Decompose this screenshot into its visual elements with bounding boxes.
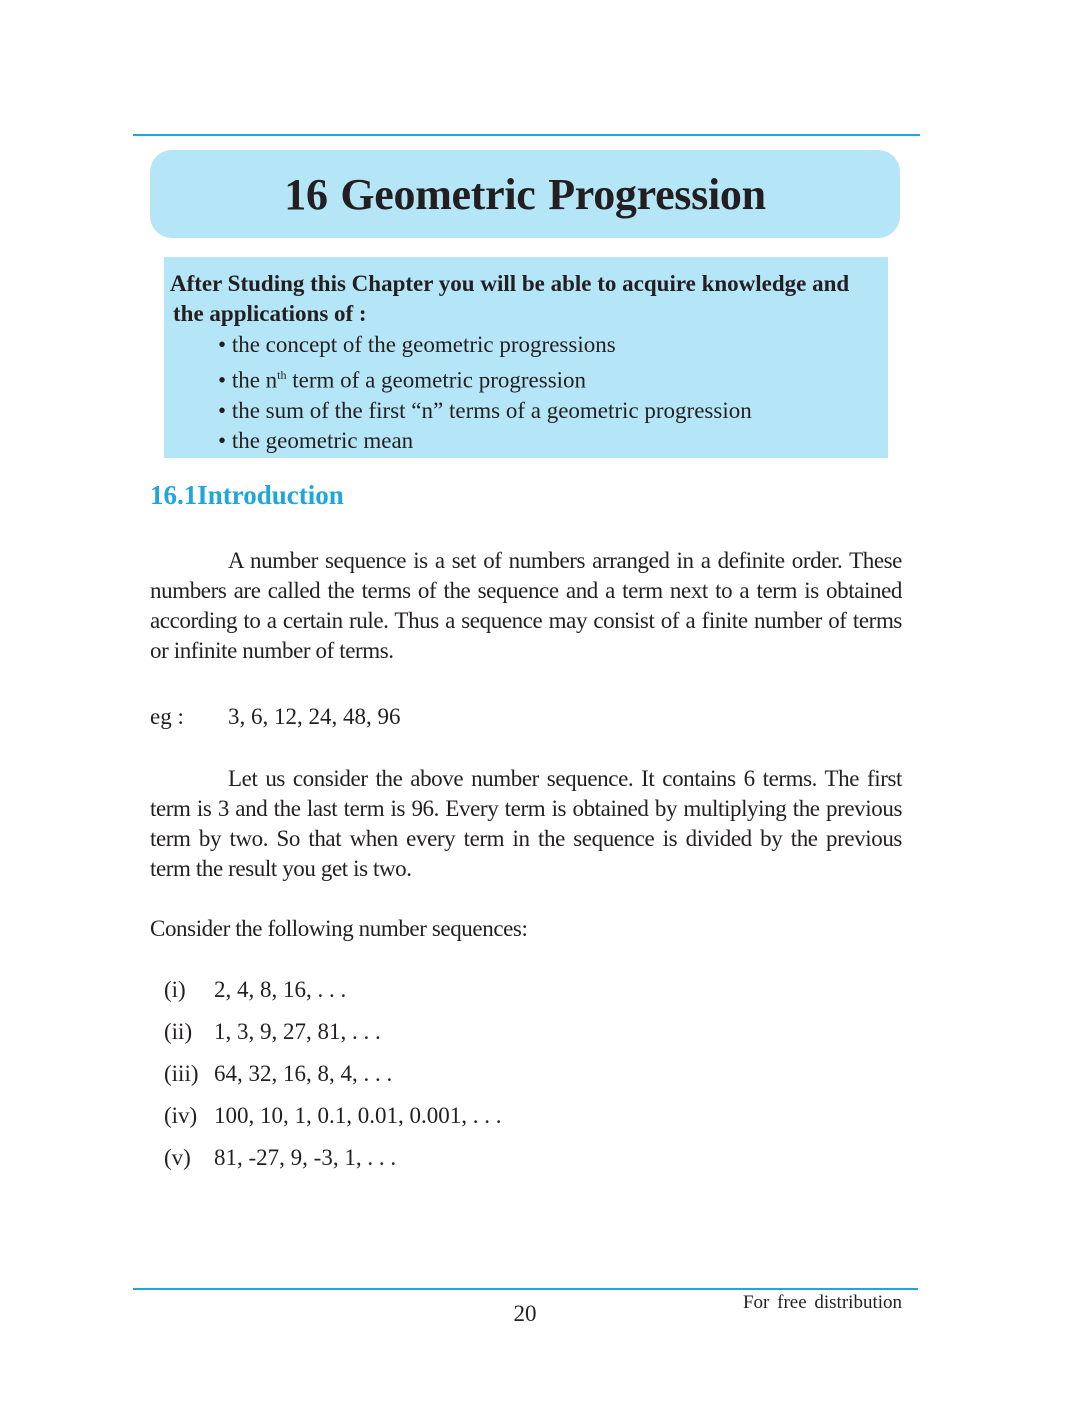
chapter-title: 16 Geometric Progression: [284, 169, 766, 219]
item-sequence: 81, -27, 9, -3, 1, . . .: [214, 1145, 397, 1170]
list-item: [164, 1016, 502, 1058]
objectives-intro-line2: the applications of :: [173, 301, 367, 326]
list-item: [164, 1100, 502, 1142]
list-item: [164, 974, 502, 1016]
bottom-rule: [133, 1288, 918, 1290]
section-heading: 16.1Introduction: [150, 480, 344, 510]
footer-note: For free distribution: [742, 1292, 902, 1313]
item-sequence: 2, 4, 8, 16, . . .: [214, 977, 347, 1002]
item-number: (ii): [164, 1019, 193, 1044]
objectives-intro: [170, 269, 886, 329]
item-number: (iii): [164, 1061, 199, 1086]
bullet: •: [218, 332, 227, 357]
objective-text-pre: the n: [231, 367, 278, 393]
chapter-title-box: [150, 150, 900, 238]
objective-item: [218, 396, 752, 426]
objective-item: [218, 426, 752, 456]
example-sequence: 3, 6, 12, 24, 48, 96: [228, 704, 401, 729]
item-number: (i): [164, 977, 186, 1002]
list-item: [164, 1058, 502, 1100]
objective-text: the geometric mean: [231, 427, 414, 453]
example-line: [150, 702, 401, 732]
item-sequence: 100, 10, 1, 0.1, 0.01, 0.001, . . .: [214, 1103, 502, 1128]
objectives-box: [164, 257, 888, 458]
objectives-intro-line1: After Studing this Chapter you will be able to acquire knowledge and: [170, 271, 850, 296]
page-number: 20: [513, 1301, 537, 1326]
top-rule: [133, 134, 920, 136]
objective-item: [218, 330, 752, 360]
objective-item: [218, 360, 752, 396]
intro-paragraph: A number sequence is a set of numbers arranged in a definite order. These numbers are called the terms of the sequence and a term next to a term is obtained according to a certain rule. Thus a sequence may consist of a finite number of terms or infinite number of terms.: [150, 548, 902, 663]
bullet: •: [218, 397, 227, 423]
sequences-lead-in: Consider the following number sequences:: [150, 916, 528, 941]
explanation-paragraph: Let us consider the above number sequence. It contains 6 terms. The first term is 3 and the last term is 96. Every term is obtained by multiplying the previous term by two. So that when every term in the sequence is divided by the previous term the result you get is two.: [150, 766, 902, 881]
bullet: •: [218, 427, 227, 453]
objective-text: the sum of the first “n” terms of a geometric progression: [231, 397, 752, 423]
example-label: eg :: [150, 704, 184, 729]
list-item: [164, 1142, 502, 1184]
item-number: (iv): [164, 1103, 198, 1128]
item-sequence: 64, 32, 16, 8, 4, . . .: [214, 1061, 393, 1086]
superscript: th: [277, 368, 287, 382]
objective-text: the concept of the geometric progressions: [231, 332, 616, 357]
item-number: (v): [164, 1145, 191, 1170]
objectives-list: [218, 330, 752, 456]
bullet: •: [218, 367, 227, 393]
objective-text-post: term of a geometric progression: [286, 367, 587, 393]
sequence-list: [164, 974, 502, 1184]
item-sequence: 1, 3, 9, 27, 81, . . .: [214, 1019, 381, 1044]
